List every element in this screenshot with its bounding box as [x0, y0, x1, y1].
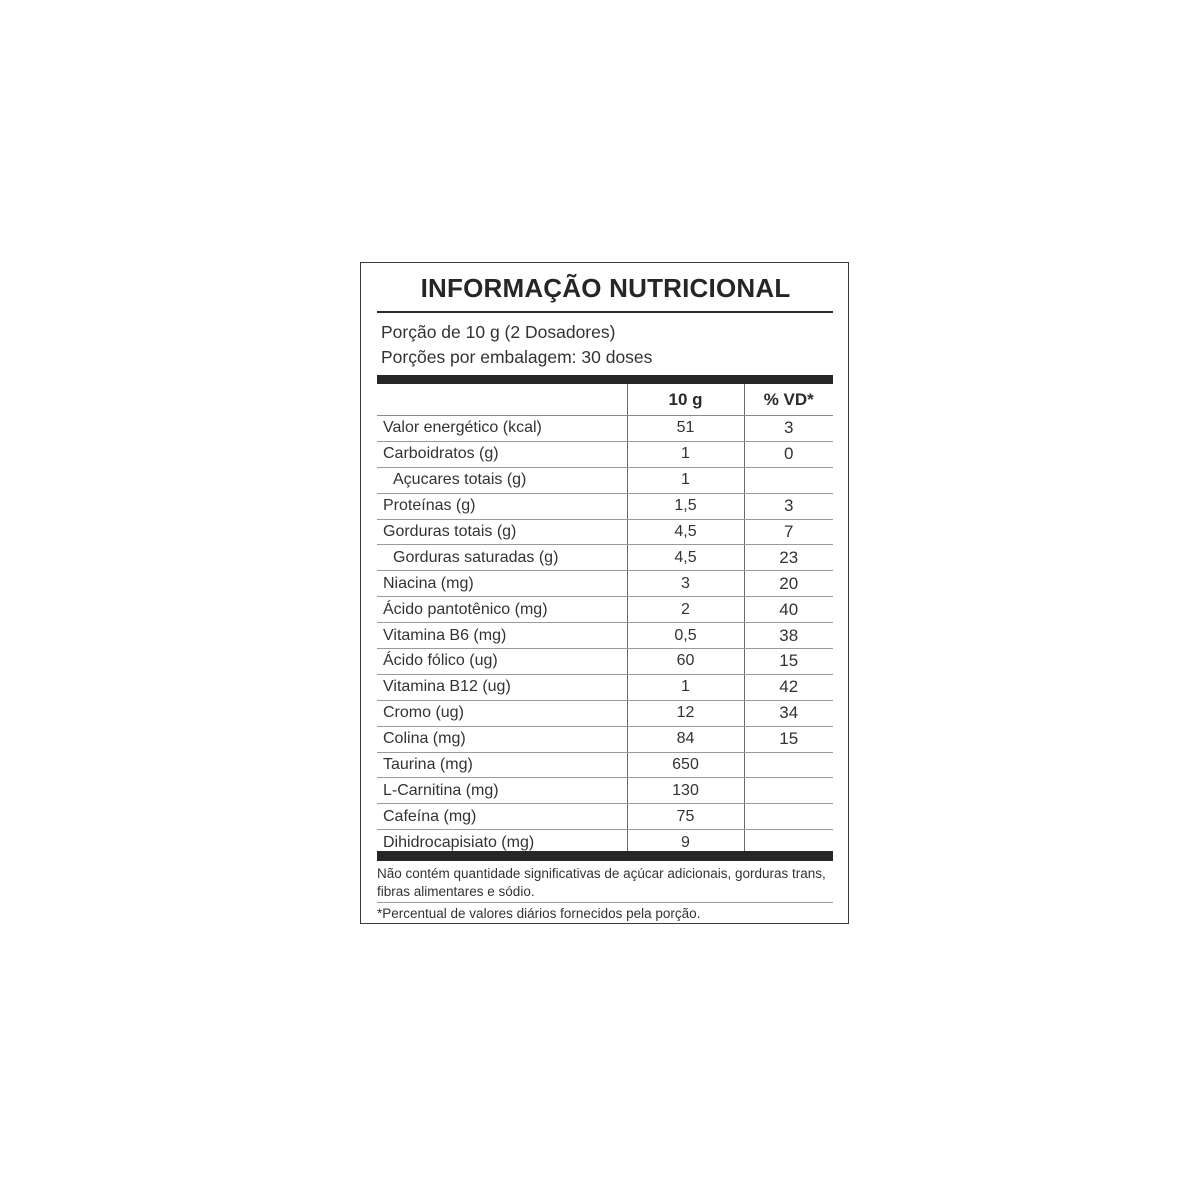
table-row — [377, 674, 833, 700]
nutrient-quantity: 4,5 — [627, 519, 744, 545]
nutrient-quantity: 1 — [627, 674, 744, 700]
nutrient-daily-value — [744, 752, 833, 778]
table-row — [377, 752, 833, 778]
nutrient-name: Niacina (mg) — [377, 571, 627, 597]
footnote-not-significant: Não contém quantidade significativas de açúcar adicionais, gorduras trans, fibras alimentares e sódio. — [377, 866, 826, 899]
nutrient-daily-value: 15 — [744, 649, 833, 675]
table-row — [377, 804, 833, 830]
nutrient-column-header — [377, 384, 627, 416]
nutrient-daily-value — [744, 804, 833, 830]
nutrient-daily-value — [744, 467, 833, 493]
footnote-daily-values: *Percentual de valores diários fornecidos pela porção. — [377, 906, 701, 921]
nutrient-quantity: 0,5 — [627, 623, 744, 649]
nutrient-quantity: 12 — [627, 700, 744, 726]
nutrient-quantity: 60 — [627, 649, 744, 675]
nutrient-quantity: 75 — [627, 804, 744, 830]
dv-column-header: % VD* — [744, 384, 833, 416]
footer-thick-divider — [377, 851, 833, 861]
nutrition-facts-label — [360, 262, 849, 924]
nutrient-daily-value: 0 — [744, 441, 833, 467]
nutrient-daily-value: 3 — [744, 416, 833, 442]
table-row — [377, 467, 833, 493]
nutrient-name: Ácido pantotênico (mg) — [377, 597, 627, 623]
nutrient-name: Proteínas (g) — [377, 493, 627, 519]
nutrient-quantity: 1 — [627, 441, 744, 467]
nutrient-name: Taurina (mg) — [377, 752, 627, 778]
nutrient-daily-value: 40 — [744, 597, 833, 623]
table-row — [377, 649, 833, 675]
nutrient-daily-value: 42 — [744, 674, 833, 700]
nutrient-daily-value: 3 — [744, 493, 833, 519]
nutrient-daily-value: 15 — [744, 726, 833, 752]
nutrient-name: Cafeína (mg) — [377, 804, 627, 830]
nutrient-quantity: 51 — [627, 416, 744, 442]
portions-per-package: Porções por embalagem: 30 doses — [381, 347, 653, 367]
nutrient-quantity: 130 — [627, 778, 744, 804]
nutrient-name: Valor energético (kcal) — [377, 416, 627, 442]
table-row — [377, 493, 833, 519]
nutrient-quantity: 3 — [627, 571, 744, 597]
table-header-row — [377, 384, 833, 416]
nutrient-daily-value: 34 — [744, 700, 833, 726]
nutrient-name: Ácido fólico (ug) — [377, 649, 627, 675]
nutrient-daily-value: 23 — [744, 545, 833, 571]
nutrient-daily-value: 38 — [744, 623, 833, 649]
nutrient-name: Gorduras saturadas (g) — [377, 545, 627, 571]
table-row — [377, 441, 833, 467]
quantity-column-header: 10 g — [627, 384, 744, 416]
table-row — [377, 519, 833, 545]
table-row — [377, 597, 833, 623]
table-row — [377, 545, 833, 571]
nutrient-quantity: 84 — [627, 726, 744, 752]
table-row — [377, 778, 833, 804]
nutrient-name: Açucares totais (g) — [377, 467, 627, 493]
nutrient-quantity: 2 — [627, 597, 744, 623]
table-row — [377, 416, 833, 442]
nutrition-table — [377, 384, 833, 855]
nutrient-quantity: 1 — [627, 467, 744, 493]
nutrient-name: Colina (mg) — [377, 726, 627, 752]
nutrient-daily-value — [744, 778, 833, 804]
table-row — [377, 700, 833, 726]
nutrient-daily-value: 20 — [744, 571, 833, 597]
portion-size: Porção de 10 g (2 Dosadores) — [381, 322, 616, 342]
nutrient-name: L-Carnitina (mg) — [377, 778, 627, 804]
nutrient-quantity: 4,5 — [627, 545, 744, 571]
label-title: INFORMAÇÃO NUTRICIONAL — [420, 273, 791, 303]
title-divider — [377, 311, 833, 313]
nutrition-table-body — [377, 416, 833, 856]
nutrient-name: Vitamina B12 (ug) — [377, 674, 627, 700]
nutrient-name: Carboidratos (g) — [377, 441, 627, 467]
nutrient-name: Gorduras totais (g) — [377, 519, 627, 545]
header-thick-divider — [377, 375, 833, 384]
nutrient-quantity: 9 — [627, 830, 744, 855]
table-row — [377, 623, 833, 649]
nutrient-name: Cromo (ug) — [377, 700, 627, 726]
nutrient-quantity: 650 — [627, 752, 744, 778]
footnote-divider — [377, 902, 833, 903]
nutrient-quantity: 1,5 — [627, 493, 744, 519]
nutrient-name: Vitamina B6 (mg) — [377, 623, 627, 649]
nutrient-name: Dihidrocapisiato (mg) — [383, 833, 535, 851]
table-row — [377, 726, 833, 752]
table-row — [377, 571, 833, 597]
nutrient-daily-value: 7 — [744, 519, 833, 545]
